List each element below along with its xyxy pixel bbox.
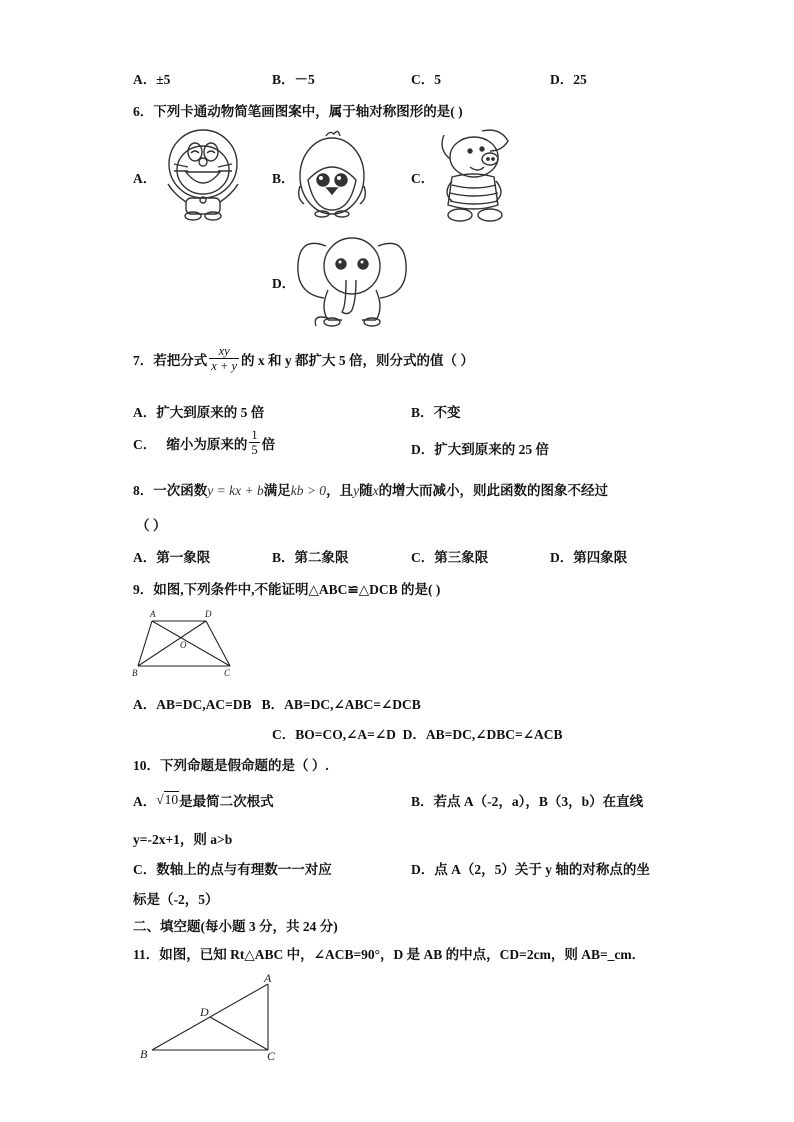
q10-option-a-prefix: A．	[133, 794, 157, 809]
q7-option-c	[133, 428, 275, 457]
q11-label-b: B	[140, 1047, 148, 1061]
q8-var-y: y	[353, 483, 360, 498]
q7-option-c-suffix: 倍	[261, 436, 276, 452]
q8-text-1: 8．一次函数	[133, 483, 208, 498]
q10-option-a-suffix: 是最简二次根式	[179, 794, 274, 809]
q6-label-b: B．	[272, 171, 295, 186]
elephant-icon	[296, 234, 408, 328]
q8-text-4: 随	[359, 483, 373, 498]
q11-right-triangle-figure	[134, 968, 284, 1062]
q6-stem: 6．下列卡通动物简笔画图案中，属于轴对称图形的是( )	[133, 104, 463, 119]
q8-text-5: 的增大而减小，则此函数的图象不经过	[378, 483, 609, 498]
q11-label-c: C	[267, 1049, 276, 1062]
q10-stem: 10．下列命题是假命题的是（ ）.	[133, 758, 329, 773]
q10-option-b-cont: y=-2x+1，则 a>b	[133, 832, 233, 847]
q8-text-3: ，且	[326, 483, 354, 498]
q6-label-a: A．	[133, 171, 157, 186]
q9-label-o: O	[180, 640, 187, 650]
q6-label-c: C．	[411, 171, 435, 186]
q7-prefix: 7．若把分式	[133, 352, 208, 368]
q8-stem-cont: （ ）	[136, 518, 167, 533]
q9-label-d: D	[205, 609, 212, 619]
q5-option-b: B．－5	[272, 72, 315, 87]
q8-option-b: B．第二象限	[272, 550, 349, 565]
q10-option-b: B．若点 A（-2，a），B（3，b）在直线	[411, 794, 644, 809]
q9-label-b: B	[132, 668, 138, 678]
piglet-icon	[436, 125, 512, 225]
q5-option-a: A．±5	[133, 72, 171, 87]
q9-options-row-2: C．BO=CO,∠A=∠D D．AB=DC,∠DBC=∠ACB	[272, 727, 563, 742]
robot-cat-icon	[160, 126, 246, 222]
q9-stem: 9．如图,下列条件中,不能证明△ABC≌△DCB 的是( )	[133, 582, 441, 597]
q5-option-d: D．25	[550, 72, 587, 87]
q7-option-b: B．不变	[411, 405, 461, 420]
section-title: 二、填空题(每小题 3 分，共 24 分)	[133, 919, 338, 934]
q8-option-c: C．第三象限	[411, 550, 489, 565]
q10-option-a	[133, 790, 274, 810]
q7-option-c-denominator: 5	[251, 443, 258, 457]
q8-option-a: A．第一象限	[133, 550, 211, 565]
q8-text-2: 满足	[263, 483, 291, 498]
q10-option-d-cont: 标是（-2，5）	[133, 892, 219, 907]
q7-option-d: D．扩大到原来的 25 倍	[411, 442, 549, 457]
q7-option-a: A．扩大到原来的 5 倍	[133, 405, 265, 420]
q6-label-d: D．	[272, 276, 296, 291]
q7-stem-row	[133, 344, 474, 373]
q7-option-c-prefix: C． 缩小为原来的	[133, 436, 248, 452]
q8-stem	[133, 479, 608, 499]
q10-sqrt: √10	[156, 792, 179, 807]
q10-option-c: C．数轴上的点与有理数一一对应	[133, 862, 332, 877]
q7-option-c-numerator: 1	[251, 428, 258, 442]
q10-option-d: D．点 A（2，5）关于 y 轴的对称点的坐	[411, 862, 650, 877]
q7-fraction-denominator: x + y	[211, 359, 238, 373]
q7-option-c-fraction	[249, 428, 259, 457]
penguin-icon	[296, 130, 368, 220]
q9-label-c: C	[224, 668, 231, 678]
q8-formula-line: y = kx + b	[207, 483, 264, 498]
q10-sqrt-radicand: 10	[164, 792, 179, 807]
q8-formula-kb: kb > 0	[290, 483, 327, 498]
q9-trapezoid-figure	[130, 606, 238, 678]
q7-suffix: 的 x 和 y 都扩大 5 倍，则分式的值（ ）	[241, 352, 474, 368]
q9-options-row-1: A．AB=DC,AC=DB B．AB=DC,∠ABC=∠DCB	[133, 697, 421, 712]
q7-fraction	[209, 344, 239, 373]
q8-option-d: D．第四象限	[550, 550, 628, 565]
q7-fraction-numerator: xy	[218, 344, 230, 358]
q11-label-d: D	[200, 1005, 209, 1019]
q5-option-c: C．5	[411, 72, 441, 87]
q11-label-a: A	[264, 971, 272, 985]
q8-var-x: x	[372, 483, 379, 498]
q11-stem: 11．如图，已知 Rt△ABC 中，∠ACB=90°，D 是 AB 的中点，CD=2cm，则 AB=_cm．	[133, 947, 646, 962]
q9-label-a: A	[150, 609, 156, 619]
